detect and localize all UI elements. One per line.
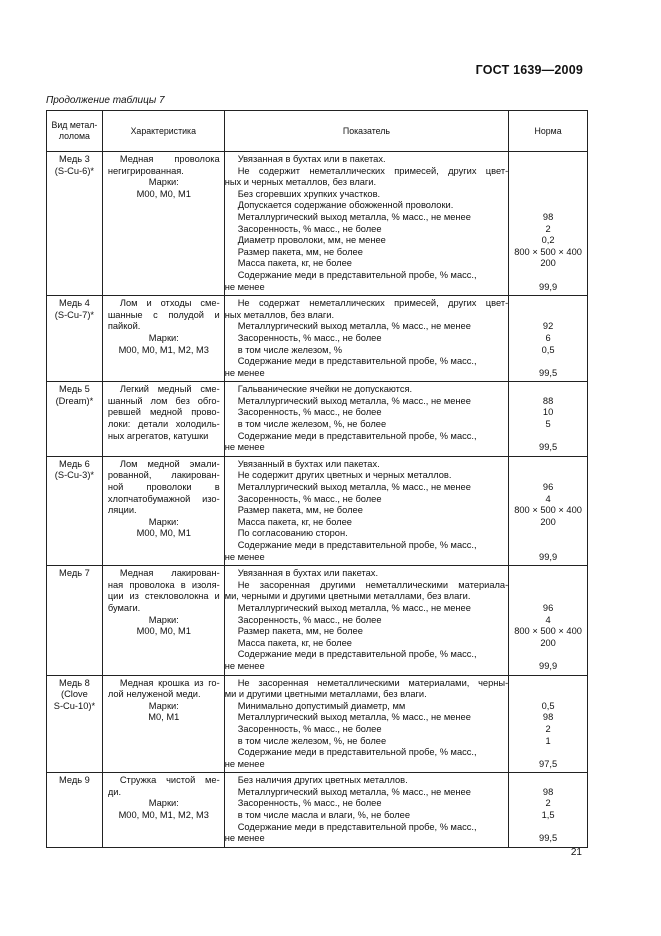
table-row — [47, 773, 588, 848]
table-header-row — [47, 111, 588, 152]
characteristic — [102, 675, 224, 773]
norm-value: 99,5 — [539, 367, 558, 378]
indicator-line: Содержание меди в представительной пробе, % масс., — [237, 269, 477, 280]
characteristic-line: ди. — [107, 786, 122, 797]
indicator-line: Металлургический выход металла, % масс., не менее — [237, 482, 471, 493]
scrap-type-line: (Dream)* — [55, 395, 94, 406]
characteristic-line: Марки: — [148, 332, 179, 343]
page-number: 21 — [570, 847, 582, 858]
norm-value: 99,5 — [539, 833, 558, 844]
norms — [509, 773, 588, 848]
indicator-line: По согласованию сторон. — [237, 528, 348, 539]
header-characteristic: Характеристика — [102, 111, 224, 152]
norm-value — [509, 431, 587, 443]
norm-value — [509, 580, 587, 592]
indicator-line: Засоренность, % масс., не более — [237, 407, 382, 418]
characteristic-line: негигрированная. — [107, 165, 184, 176]
norm-value: 10 — [542, 407, 554, 418]
indicator-line: в том числе железом, % — [237, 344, 343, 355]
scrap-type — [47, 296, 103, 382]
indicator-line: Не содержит других цветных и черных металлов. — [237, 470, 452, 481]
indicator-line: Содержание меди в представительной пробе, % масс., — [237, 430, 477, 441]
indicator-line: Масса пакета, кг, не более — [237, 516, 352, 527]
characteristic-line: Марки: — [148, 516, 179, 527]
indicator-line: не менее — [224, 551, 265, 562]
norm-value: 2 — [545, 223, 551, 234]
norms — [509, 296, 588, 382]
indicator-line: Металлургический выход металла, % масс., не менее — [237, 712, 471, 723]
norm-value — [509, 298, 587, 310]
norm-value: 0,2 — [541, 235, 555, 246]
characteristic-line: Медная крошка из го- — [119, 677, 220, 688]
indicator-line: не менее — [224, 758, 265, 769]
characteristic-line: М00, М0, М1 — [136, 528, 191, 539]
norm-value: 800 × 500 × 400 — [514, 626, 582, 637]
scrap-type-line: Медь 7 — [59, 568, 90, 579]
norm-value: 5 — [545, 419, 551, 430]
indicator-line: Засоренность, % масс., не более — [237, 223, 382, 234]
characteristic-line: Лом медной эмали- — [119, 458, 220, 469]
norm-value: 1,5 — [541, 810, 555, 821]
indicators — [224, 296, 508, 382]
norm-value: 99,5 — [539, 442, 558, 453]
norm-value — [509, 591, 587, 603]
norm-value: 6 — [545, 332, 551, 343]
characteristic — [102, 566, 224, 675]
characteristic-line: М00, М0, М1 — [136, 188, 191, 199]
header-type: Вид метал- лолома — [47, 111, 103, 152]
indicator-line: Не засоренная другими неметаллическими материала- — [237, 579, 509, 590]
indicator-line: Масса пакета, кг, не более — [237, 637, 352, 648]
norm-value — [509, 270, 587, 282]
norm-value: 99,9 — [539, 660, 558, 671]
indicator-line: в том числе масла и влаги, %, не более — [237, 810, 410, 821]
norm-value: 96 — [542, 482, 554, 493]
indicators — [224, 456, 508, 565]
indicator-line: Металлургический выход металла, % масс., не менее — [237, 602, 471, 613]
scrap-type-line: Медь 8 — [59, 677, 90, 688]
indicator-line: Диаметр проволоки, мм, не менее — [237, 235, 386, 246]
indicator-line: Размер пакета, мм, не более — [237, 505, 363, 516]
norm-value: 200 — [540, 637, 556, 648]
indicator-line: в том числе железом, %, не более — [237, 735, 387, 746]
characteristic-line: Марки: — [148, 614, 179, 625]
norm-value — [509, 310, 587, 322]
characteristic-line: пайкой. — [107, 321, 141, 332]
scrap-type — [47, 456, 103, 565]
scrap-type-line: (S-Cu-3)* — [54, 470, 95, 481]
characteristic-line: ной проволоки в — [107, 482, 220, 493]
indicator-line: Минимально допустимый диаметр, мм — [237, 700, 406, 711]
table-row — [47, 382, 588, 457]
scrap-type — [47, 152, 103, 296]
characteristic-line: бумаги. — [107, 602, 141, 613]
characteristic-line: Легкий медный сме- — [119, 384, 220, 395]
norm-value — [509, 568, 587, 580]
characteristic-line: Медная проволока — [119, 154, 220, 164]
norm-value: 2 — [545, 798, 551, 809]
indicator-line: Не содержат неметаллических примесей, других цвет- — [237, 298, 509, 309]
characteristic-line: М00, М0, М1, М2, М3 — [118, 344, 209, 355]
characteristic-line: Стружка чистой ме- — [119, 775, 220, 786]
norm-value: 1 — [545, 735, 551, 746]
norm-value — [509, 649, 587, 661]
scrap-type — [47, 566, 103, 675]
table-row — [47, 296, 588, 382]
norm-value: 97,5 — [539, 758, 558, 769]
indicator-line: Металлургический выход металла, % масс., не менее — [237, 211, 471, 222]
scrap-type-line: Медь 9 — [59, 775, 90, 786]
characteristic-line: шанный лом без обго- — [107, 395, 220, 406]
scrap-type-line: Медь 5 — [59, 384, 90, 395]
norm-value: 99,9 — [539, 551, 558, 562]
characteristic-line: ревшей медной прово- — [107, 407, 220, 418]
characteristic-line: М00, М0, М1 — [136, 626, 191, 637]
indicator-line: Содержание меди в представительной пробе, % масс., — [237, 649, 477, 660]
indicator-line: Засоренность, % масс., не более — [237, 614, 382, 625]
norm-value: 92 — [542, 321, 554, 332]
indicator-line: Не засоренная неметаллическими материалами, черны- — [237, 677, 509, 688]
norm-value: 88 — [542, 395, 554, 406]
indicators — [224, 566, 508, 675]
norm-value — [509, 189, 587, 201]
table-row — [47, 152, 588, 296]
norm-value — [509, 822, 587, 834]
indicator-line: Размер пакета, мм, не более — [237, 246, 363, 257]
norm-value: 200 — [540, 516, 556, 527]
header-norm: Норма — [509, 111, 588, 152]
norm-value: 99,9 — [539, 281, 558, 292]
indicator-line: Засоренность, % масс., не более — [237, 493, 382, 504]
table-row — [47, 456, 588, 565]
norm-value: 0,5 — [541, 344, 555, 355]
indicator-line: не менее — [224, 833, 265, 844]
norm-value — [509, 775, 587, 787]
norm-value: 4 — [545, 493, 551, 504]
characteristic-line: локи: детали холодиль- — [107, 419, 220, 430]
characteristic-line: ная проволока в изоля- — [107, 579, 220, 590]
norm-value: 800 × 500 × 400 — [514, 505, 582, 516]
indicator-line: Засоренность, % масс., не более — [237, 332, 382, 343]
norms — [509, 675, 588, 773]
scrap-type-line: (S-Cu-7)* — [54, 309, 95, 320]
characteristic — [102, 773, 224, 848]
scrap-type-line: S-Cu-10)* — [53, 700, 96, 711]
indicators — [224, 382, 508, 457]
indicator-line: ми и другими цветными металлами, без влаги. — [224, 689, 427, 700]
indicator-line: Размер пакета, мм, не более — [237, 626, 363, 637]
norm-value — [509, 540, 587, 552]
standard-number: ГОСТ 1639—2009 — [475, 63, 583, 77]
indicator-line: Увязанный в бухтах или пакетах. — [237, 458, 380, 469]
indicator-line: не менее — [224, 367, 265, 378]
indicator-line: Без наличия других цветных металлов. — [237, 775, 408, 786]
characteristic-line: лой нелуженой меди. — [107, 689, 201, 700]
indicator-line: Содержание меди в представительной пробе, % масс., — [237, 747, 477, 758]
characteristic — [102, 382, 224, 457]
scrap-type-line: (Clove — [60, 689, 88, 700]
norm-value — [509, 200, 587, 212]
characteristic-line: Марки: — [148, 798, 179, 809]
indicator-line: Металлургический выход металла, % масс., не менее — [237, 321, 471, 332]
indicator-line: ных и черных металлов, без влаги. — [224, 177, 377, 188]
norm-value — [509, 177, 587, 189]
indicators — [224, 773, 508, 848]
characteristic — [102, 456, 224, 565]
indicator-line: Гальванические ячейки не допускаются. — [237, 384, 413, 395]
indicator-line: не менее — [224, 660, 265, 671]
indicator-line: Металлургический выход металла, % масс., не менее — [237, 786, 471, 797]
norm-value: 800 × 500 × 400 — [514, 246, 582, 257]
indicators — [224, 675, 508, 773]
scrap-type-line: Медь 6 — [59, 458, 90, 469]
scrap-type-line: Медь 4 — [59, 298, 90, 309]
indicator-line: не менее — [224, 281, 265, 292]
norm-value — [509, 166, 587, 178]
table-row — [47, 566, 588, 675]
scrap-type — [47, 675, 103, 773]
scrap-type — [47, 382, 103, 457]
norm-value: 2 — [545, 723, 551, 734]
indicator-line: Металлургический выход металла, % масс., не менее — [237, 395, 471, 406]
scrap-type-line: Медь 3 — [59, 154, 90, 164]
characteristic-line: М0, М1 — [148, 712, 180, 723]
norm-value: 4 — [545, 614, 551, 625]
norm-value — [509, 459, 587, 471]
characteristic-line: хлопчатобумажной изо- — [107, 493, 220, 504]
indicators — [224, 152, 508, 296]
indicator-line: Засоренность, % масс., не более — [237, 723, 382, 734]
characteristic-line: М00, М0, М1, М2, М3 — [118, 810, 209, 821]
characteristic — [102, 296, 224, 382]
characteristic-line: Медная лакирован- — [119, 568, 220, 579]
norm-value — [509, 678, 587, 690]
scrap-type-line: (S-Cu-6)* — [54, 165, 95, 176]
characteristic-line: ляции. — [107, 505, 137, 516]
norm-value: 96 — [542, 602, 554, 613]
norm-value — [509, 747, 587, 759]
table-row — [47, 675, 588, 773]
scrap-type — [47, 773, 103, 848]
characteristic — [102, 152, 224, 296]
norm-value: 98 — [542, 786, 554, 797]
norm-value: 98 — [542, 712, 554, 723]
norms — [509, 152, 588, 296]
indicator-line: Допускается содержание обожженной проволоки. — [237, 200, 454, 211]
indicator-line: ных металлов, без влаги. — [224, 309, 335, 320]
norm-value — [509, 356, 587, 368]
norm-value — [509, 689, 587, 701]
characteristic-line: Марки: — [148, 177, 179, 188]
characteristic-line: Лом и отходы сме- — [119, 298, 220, 309]
scrap-table — [46, 110, 588, 848]
norm-value: 0,5 — [541, 700, 555, 711]
indicator-line: Увязанная в бухтах или в пакетах. — [237, 154, 386, 164]
norms — [509, 456, 588, 565]
header-indicator: Показатель — [224, 111, 508, 152]
table-caption: Продолжение таблицы 7 — [46, 95, 165, 106]
indicator-line: ми, черными и другими цветными металлами, без влаги. — [224, 591, 471, 602]
characteristic-line: шанные с полудой и — [107, 309, 220, 320]
characteristic-line: ных агрегатов, катушки — [107, 430, 209, 441]
norm-value — [509, 384, 587, 396]
characteristic-line: рованной, лакирован- — [107, 470, 220, 481]
indicator-line: Содержание меди в представительной пробе, % масс., — [237, 356, 477, 367]
norm-value — [509, 470, 587, 482]
norm-value — [509, 528, 587, 540]
indicator-line: Содержание меди в представительной пробе, % масс., — [237, 540, 477, 550]
characteristic-line: Марки: — [148, 700, 179, 711]
norms — [509, 382, 588, 457]
indicator-line: не менее — [224, 442, 265, 453]
indicator-line: Увязанная в бухтах или пакетах. — [237, 568, 379, 579]
indicator-line: Масса пакета, кг, не более — [237, 258, 352, 269]
characteristic-line: ции из стекловолокна и — [107, 591, 220, 602]
norm-value — [509, 154, 587, 166]
norm-value: 200 — [540, 258, 556, 269]
norm-value: 98 — [542, 211, 554, 222]
indicator-line: Содержание меди в представительной пробе, % масс., — [237, 821, 477, 832]
indicator-line: Не содержит неметаллических примесей, других цвет- — [237, 165, 509, 176]
norms — [509, 566, 588, 675]
indicator-line: Засоренность, % масс., не более — [237, 798, 382, 809]
indicator-line: в том числе железом, %, не более — [237, 419, 387, 430]
indicator-line: Без сгоревших хрупких участков. — [237, 188, 381, 199]
